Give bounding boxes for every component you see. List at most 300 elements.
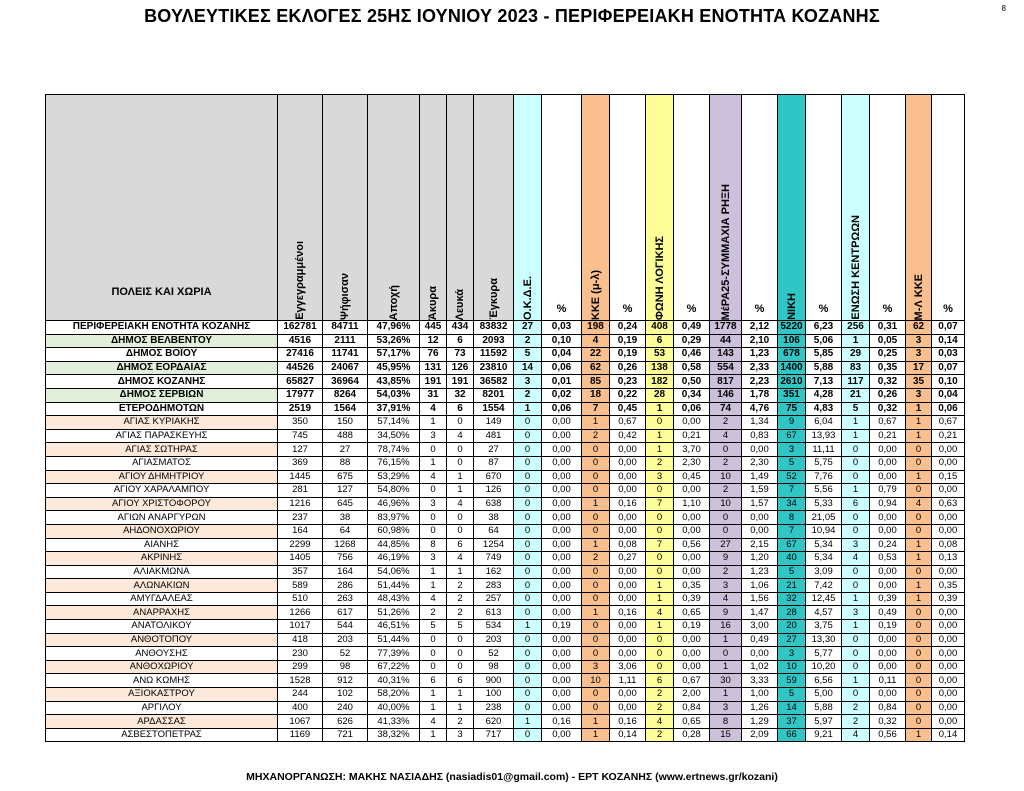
niki-pct-cell: 5,88 (806, 361, 842, 375)
foni-logikis-votes-cell: 0 (646, 416, 674, 430)
header-valid: Έγκυρα (474, 95, 514, 321)
mera25-pct-cell: 1,59 (742, 484, 778, 498)
table-row (46, 620, 965, 634)
invalid-cell: 0 (420, 660, 447, 674)
enosi-kentroon-pct-cell: 0,35 (870, 361, 906, 375)
okde-pct-cell: 0,00 (542, 674, 582, 688)
enosi-kentroon-votes-cell: 0 (842, 443, 870, 457)
place-name-cell: ΑΝΑΡΡΑΧΗΣ (46, 606, 278, 620)
niki-votes-cell: 32 (778, 592, 806, 606)
enosi-kentroon-votes-cell: 3 (842, 606, 870, 620)
table-row (46, 647, 965, 661)
valid-cell: 1554 (474, 402, 514, 416)
ml-kke-pct-cell: 0,63 (932, 497, 965, 511)
ml-kke-votes-cell: 0 (906, 701, 932, 715)
kke-ml-votes-cell: 1 (582, 728, 610, 742)
foni-logikis-votes-cell: 1 (646, 429, 674, 443)
place-name-cell: ΑΝΘΟΧΩΡΙΟΥ (46, 660, 278, 674)
enosi-kentroon-pct-cell: 0,00 (870, 470, 906, 484)
abstention-cell: 45,95% (368, 361, 420, 375)
kke-ml-pct-cell: 0,00 (610, 620, 646, 634)
foni-logikis-votes-cell: 2 (646, 688, 674, 702)
ml-kke-pct-cell: 0,00 (932, 688, 965, 702)
mera25-votes-cell: 44 (710, 334, 742, 348)
okde-votes-cell: 2 (514, 388, 542, 402)
foni-logikis-pct-cell: 0,35 (674, 579, 710, 593)
mera25-pct-cell: 1,23 (742, 348, 778, 362)
ml-kke-pct-cell: 0,00 (932, 565, 965, 579)
okde-pct-cell: 0,04 (542, 348, 582, 362)
kke-ml-votes-cell: 0 (582, 443, 610, 457)
ml-kke-votes-cell: 1 (906, 592, 932, 606)
foni-logikis-votes-cell: 53 (646, 348, 674, 362)
okde-votes-cell: 0 (514, 470, 542, 484)
kke-ml-votes-cell: 0 (582, 688, 610, 702)
registered-cell: 17977 (278, 388, 323, 402)
ml-kke-pct-cell: 0,00 (932, 511, 965, 525)
ml-kke-votes-cell: 0 (906, 456, 932, 470)
kke-ml-pct-cell: 0,00 (610, 633, 646, 647)
niki-votes-cell: 20 (778, 620, 806, 634)
voted-cell: 127 (323, 484, 368, 498)
header-ml-kke-pct: % (932, 95, 965, 321)
ml-kke-pct-cell: 0,07 (932, 321, 965, 335)
blank-cell: 2 (447, 579, 474, 593)
foni-logikis-votes-cell: 0 (646, 633, 674, 647)
place-name-cell: ΔΗΜΟΣ ΕΟΡΔΑΙΑΣ (46, 361, 278, 375)
invalid-cell: 4 (420, 592, 447, 606)
voted-cell: 88 (323, 456, 368, 470)
enosi-kentroon-votes-cell: 0 (842, 688, 870, 702)
foni-logikis-votes-cell: 7 (646, 538, 674, 552)
okde-pct-cell: 0,00 (542, 456, 582, 470)
header-row (46, 95, 965, 321)
ml-kke-votes-cell: 1 (906, 538, 932, 552)
valid-cell: 98 (474, 660, 514, 674)
okde-votes-cell: 5 (514, 348, 542, 362)
kke-ml-votes-cell: 0 (582, 456, 610, 470)
blank-cell: 2 (447, 715, 474, 729)
niki-votes-cell: 106 (778, 334, 806, 348)
invalid-cell: 131 (420, 361, 447, 375)
ml-kke-pct-cell: 0,13 (932, 552, 965, 566)
registered-cell: 127 (278, 443, 323, 457)
okde-pct-cell: 0,00 (542, 443, 582, 457)
place-name-cell: ΔΗΜΟΣ ΒΟΪΟΥ (46, 348, 278, 362)
mera25-pct-cell: 0,00 (742, 647, 778, 661)
invalid-cell: 1 (420, 728, 447, 742)
mera25-pct-cell: 1,34 (742, 416, 778, 430)
place-name-cell: ΔΗΜΟΣ ΣΕΡΒΙΩΝ (46, 388, 278, 402)
valid-cell: 83832 (474, 321, 514, 335)
enosi-kentroon-pct-cell: 0,00 (870, 660, 906, 674)
valid-cell: 620 (474, 715, 514, 729)
kke-ml-pct-cell: 0,16 (610, 497, 646, 511)
place-name-cell: ΑΚΡΙΝΗΣ (46, 552, 278, 566)
kke-ml-votes-cell: 62 (582, 361, 610, 375)
registered-cell: 745 (278, 429, 323, 443)
registered-cell: 369 (278, 456, 323, 470)
foni-logikis-votes-cell: 138 (646, 361, 674, 375)
valid-cell: 900 (474, 674, 514, 688)
enosi-kentroon-votes-cell: 6 (842, 497, 870, 511)
mera25-pct-cell: 0,00 (742, 524, 778, 538)
foni-logikis-pct-cell: 0,56 (674, 538, 710, 552)
kke-ml-votes-cell: 0 (582, 579, 610, 593)
foni-logikis-pct-cell: 0,00 (674, 484, 710, 498)
ml-kke-pct-cell: 0,00 (932, 647, 965, 661)
niki-pct-cell: 5,34 (806, 538, 842, 552)
valid-cell: 64 (474, 524, 514, 538)
enosi-kentroon-pct-cell: 0,05 (870, 334, 906, 348)
voted-cell: 240 (323, 701, 368, 715)
blank-cell: 434 (447, 321, 474, 335)
invalid-cell: 31 (420, 388, 447, 402)
foni-logikis-votes-cell: 1 (646, 592, 674, 606)
valid-cell: 27 (474, 443, 514, 457)
voted-cell: 36964 (323, 375, 368, 389)
abstention-cell: 47,96% (368, 321, 420, 335)
blank-cell: 6 (447, 334, 474, 348)
kke-ml-pct-cell: 0,19 (610, 334, 646, 348)
abstention-cell: 53,29% (368, 470, 420, 484)
foni-logikis-votes-cell: 2 (646, 456, 674, 470)
header-voted: Ψήφισαν (323, 95, 368, 321)
invalid-cell: 445 (420, 321, 447, 335)
valid-cell: 11592 (474, 348, 514, 362)
niki-votes-cell: 1400 (778, 361, 806, 375)
foni-logikis-pct-cell: 3,70 (674, 443, 710, 457)
ml-kke-votes-cell: 0 (906, 660, 932, 674)
ml-kke-votes-cell: 0 (906, 647, 932, 661)
foni-logikis-pct-cell: 0,00 (674, 660, 710, 674)
table-row (46, 456, 965, 470)
foni-logikis-pct-cell: 0,00 (674, 511, 710, 525)
mera25-votes-cell: 3 (710, 579, 742, 593)
niki-pct-cell: 13,30 (806, 633, 842, 647)
voted-cell: 645 (323, 497, 368, 511)
mera25-votes-cell: 146 (710, 388, 742, 402)
foni-logikis-pct-cell: 0,00 (674, 416, 710, 430)
okde-pct-cell: 0,02 (542, 388, 582, 402)
mera25-votes-cell: 1 (710, 688, 742, 702)
voted-cell: 544 (323, 620, 368, 634)
enosi-kentroon-votes-cell: 1 (842, 416, 870, 430)
okde-pct-cell: 0,16 (542, 715, 582, 729)
mera25-pct-cell: 2,12 (742, 321, 778, 335)
kke-ml-votes-cell: 2 (582, 552, 610, 566)
invalid-cell: 0 (420, 647, 447, 661)
enosi-kentroon-votes-cell: 117 (842, 375, 870, 389)
ml-kke-votes-cell: 0 (906, 443, 932, 457)
mera25-pct-cell: 1,06 (742, 579, 778, 593)
ml-kke-votes-cell: 1 (906, 402, 932, 416)
ml-kke-votes-cell: 1 (906, 552, 932, 566)
kke-ml-votes-cell: 10 (582, 674, 610, 688)
enosi-kentroon-pct-cell: 0,39 (870, 592, 906, 606)
mera25-votes-cell: 817 (710, 375, 742, 389)
ml-kke-votes-cell: 0 (906, 484, 932, 498)
table-row (46, 321, 965, 335)
valid-cell: 100 (474, 688, 514, 702)
ml-kke-pct-cell: 0,10 (932, 375, 965, 389)
foni-logikis-votes-cell: 3 (646, 470, 674, 484)
header-ml-kke: Μ-Λ ΚΚΕ (906, 95, 932, 321)
mera25-pct-cell: 1,29 (742, 715, 778, 729)
table-row (46, 402, 965, 416)
enosi-kentroon-votes-cell: 4 (842, 728, 870, 742)
place-name-cell: ΑΓΙΑΣ ΣΩΤΗΡΑΣ (46, 443, 278, 457)
foni-logikis-votes-cell: 2 (646, 701, 674, 715)
enosi-kentroon-votes-cell: 29 (842, 348, 870, 362)
invalid-cell: 0 (420, 511, 447, 525)
registered-cell: 2299 (278, 538, 323, 552)
ml-kke-pct-cell: 0,00 (932, 620, 965, 634)
ml-kke-votes-cell: 0 (906, 565, 932, 579)
registered-cell: 281 (278, 484, 323, 498)
okde-votes-cell: 2 (514, 334, 542, 348)
niki-pct-cell: 5,97 (806, 715, 842, 729)
ml-kke-pct-cell: 0,14 (932, 334, 965, 348)
place-name-cell: ΑΓΙΩΝ ΑΝΑΡΓΥΡΩΝ (46, 511, 278, 525)
ml-kke-votes-cell: 1 (906, 728, 932, 742)
niki-votes-cell: 75 (778, 402, 806, 416)
enosi-kentroon-pct-cell: 0,26 (870, 388, 906, 402)
mera25-votes-cell: 16 (710, 620, 742, 634)
foni-logikis-pct-cell: 2,30 (674, 456, 710, 470)
kke-ml-pct-cell: 0,00 (610, 524, 646, 538)
table-row (46, 701, 965, 715)
okde-pct-cell: 0,00 (542, 484, 582, 498)
valid-cell: 283 (474, 579, 514, 593)
enosi-kentroon-pct-cell: 0,19 (870, 620, 906, 634)
ml-kke-pct-cell: 0,00 (932, 715, 965, 729)
table-row (46, 361, 965, 375)
ml-kke-pct-cell: 0,00 (932, 606, 965, 620)
enosi-kentroon-votes-cell: 3 (842, 538, 870, 552)
table-row (46, 633, 965, 647)
kke-ml-pct-cell: 0,00 (610, 443, 646, 457)
table-row (46, 579, 965, 593)
voted-cell: 2111 (323, 334, 368, 348)
results-table (45, 94, 965, 742)
okde-pct-cell: 0,00 (542, 416, 582, 430)
ml-kke-pct-cell: 0,00 (932, 633, 965, 647)
blank-cell: 6 (447, 402, 474, 416)
mera25-votes-cell: 10 (710, 470, 742, 484)
okde-votes-cell: 0 (514, 552, 542, 566)
okde-pct-cell: 0,00 (542, 429, 582, 443)
table-row (46, 728, 965, 742)
place-name-cell: ΑΣΒΕΣΤΟΠΕΤΡΑΣ (46, 728, 278, 742)
registered-cell: 1017 (278, 620, 323, 634)
kke-ml-votes-cell: 198 (582, 321, 610, 335)
kke-ml-pct-cell: 0,00 (610, 592, 646, 606)
abstention-cell: 83,97% (368, 511, 420, 525)
valid-cell: 613 (474, 606, 514, 620)
foni-logikis-pct-cell: 0,34 (674, 388, 710, 402)
blank-cell: 0 (447, 456, 474, 470)
okde-votes-cell: 0 (514, 511, 542, 525)
abstention-cell: 54,80% (368, 484, 420, 498)
header-mera25: ΜέΡΑ25-ΣΥΜΜΑΧΙΑ ΡΗΞΗ (710, 95, 742, 321)
ml-kke-votes-cell: 3 (906, 348, 932, 362)
enosi-kentroon-votes-cell: 1 (842, 620, 870, 634)
mera25-pct-cell: 0,00 (742, 443, 778, 457)
registered-cell: 510 (278, 592, 323, 606)
table-row (46, 443, 965, 457)
niki-votes-cell: 7 (778, 484, 806, 498)
niki-pct-cell: 5,00 (806, 688, 842, 702)
okde-votes-cell: 3 (514, 375, 542, 389)
abstention-cell: 34,50% (368, 429, 420, 443)
table-row (46, 470, 965, 484)
invalid-cell: 3 (420, 497, 447, 511)
niki-votes-cell: 9 (778, 416, 806, 430)
okde-pct-cell: 0,00 (542, 660, 582, 674)
mera25-votes-cell: 3 (710, 701, 742, 715)
kke-ml-pct-cell: 3,06 (610, 660, 646, 674)
table-row (46, 388, 965, 402)
abstention-cell: 46,96% (368, 497, 420, 511)
niki-votes-cell: 34 (778, 497, 806, 511)
header-niki: ΝΙΚΗ (778, 95, 806, 321)
okde-votes-cell: 0 (514, 728, 542, 742)
table-row (46, 416, 965, 430)
mera25-votes-cell: 1778 (710, 321, 742, 335)
voted-cell: 52 (323, 647, 368, 661)
valid-cell: 8201 (474, 388, 514, 402)
registered-cell: 162781 (278, 321, 323, 335)
okde-pct-cell: 0,00 (542, 606, 582, 620)
valid-cell: 38 (474, 511, 514, 525)
place-name-cell: ΔΗΜΟΣ ΚΟΖΑΝΗΣ (46, 375, 278, 389)
results-body (46, 321, 965, 742)
foni-logikis-votes-cell: 2 (646, 728, 674, 742)
mera25-pct-cell: 0,00 (742, 511, 778, 525)
foni-logikis-votes-cell: 1 (646, 579, 674, 593)
enosi-kentroon-votes-cell: 256 (842, 321, 870, 335)
mera25-pct-cell: 2,30 (742, 456, 778, 470)
okde-pct-cell: 0,00 (542, 579, 582, 593)
registered-cell: 1266 (278, 606, 323, 620)
mera25-votes-cell: 1 (710, 633, 742, 647)
mera25-pct-cell: 3,00 (742, 620, 778, 634)
ml-kke-pct-cell: 0,15 (932, 470, 965, 484)
enosi-kentroon-votes-cell: 1 (842, 592, 870, 606)
okde-pct-cell: 0,00 (542, 552, 582, 566)
niki-pct-cell: 5,34 (806, 552, 842, 566)
niki-pct-cell: 5,88 (806, 701, 842, 715)
niki-votes-cell: 37 (778, 715, 806, 729)
header-kke-ml: ΚΚΕ (μ-λ) (582, 95, 610, 321)
mera25-votes-cell: 4 (710, 592, 742, 606)
blank-cell: 1 (447, 565, 474, 579)
table-row (46, 660, 965, 674)
mera25-pct-cell: 4,76 (742, 402, 778, 416)
enosi-kentroon-votes-cell: 0 (842, 647, 870, 661)
niki-votes-cell: 52 (778, 470, 806, 484)
niki-votes-cell: 5 (778, 688, 806, 702)
invalid-cell: 1 (420, 701, 447, 715)
niki-pct-cell: 13,93 (806, 429, 842, 443)
ml-kke-pct-cell: 0,00 (932, 701, 965, 715)
invalid-cell: 4 (420, 715, 447, 729)
niki-votes-cell: 21 (778, 579, 806, 593)
place-name-cell: ΑΓΙΟΥ ΔΗΜΗΤΡΙΟΥ (46, 470, 278, 484)
enosi-kentroon-votes-cell: 5 (842, 402, 870, 416)
registered-cell: 164 (278, 524, 323, 538)
foni-logikis-votes-cell: 1 (646, 402, 674, 416)
abstention-cell: 53,26% (368, 334, 420, 348)
kke-ml-pct-cell: 0,00 (610, 484, 646, 498)
invalid-cell: 3 (420, 429, 447, 443)
blank-cell: 0 (447, 416, 474, 430)
enosi-kentroon-pct-cell: 0,21 (870, 429, 906, 443)
blank-cell: 1 (447, 701, 474, 715)
abstention-cell: 57,14% (368, 416, 420, 430)
kke-ml-pct-cell: 0,16 (610, 606, 646, 620)
niki-pct-cell: 5,33 (806, 497, 842, 511)
registered-cell: 357 (278, 565, 323, 579)
invalid-cell: 0 (420, 484, 447, 498)
table-row (46, 429, 965, 443)
ml-kke-pct-cell: 0,00 (932, 660, 965, 674)
invalid-cell: 1 (420, 579, 447, 593)
niki-votes-cell: 3 (778, 443, 806, 457)
voted-cell: 8264 (323, 388, 368, 402)
foni-logikis-votes-cell: 0 (646, 647, 674, 661)
kke-ml-pct-cell: 0,23 (610, 375, 646, 389)
kke-ml-votes-cell: 0 (582, 592, 610, 606)
okde-pct-cell: 0,01 (542, 375, 582, 389)
mera25-votes-cell: 0 (710, 511, 742, 525)
abstention-cell: 76,15% (368, 456, 420, 470)
kke-ml-votes-cell: 4 (582, 334, 610, 348)
abstention-cell: 51,44% (368, 633, 420, 647)
ml-kke-votes-cell: 0 (906, 511, 932, 525)
mera25-votes-cell: 2 (710, 565, 742, 579)
ml-kke-pct-cell: 0,14 (932, 728, 965, 742)
enosi-kentroon-votes-cell: 0 (842, 633, 870, 647)
abstention-cell: 46,19% (368, 552, 420, 566)
ml-kke-pct-cell: 0,04 (932, 388, 965, 402)
kke-ml-votes-cell: 3 (582, 660, 610, 674)
enosi-kentroon-votes-cell: 21 (842, 388, 870, 402)
kke-ml-pct-cell: 0,42 (610, 429, 646, 443)
foni-logikis-votes-cell: 0 (646, 484, 674, 498)
niki-pct-cell: 5,06 (806, 334, 842, 348)
ml-kke-votes-cell: 3 (906, 334, 932, 348)
okde-votes-cell: 0 (514, 524, 542, 538)
ml-kke-votes-cell: 0 (906, 524, 932, 538)
kke-ml-votes-cell: 7 (582, 402, 610, 416)
niki-pct-cell: 5,56 (806, 484, 842, 498)
blank-cell: 4 (447, 429, 474, 443)
enosi-kentroon-votes-cell: 0 (842, 660, 870, 674)
voted-cell: 203 (323, 633, 368, 647)
okde-votes-cell: 0 (514, 674, 542, 688)
niki-pct-cell: 10,94 (806, 524, 842, 538)
table-row (46, 334, 965, 348)
registered-cell: 1169 (278, 728, 323, 742)
mera25-votes-cell: 9 (710, 606, 742, 620)
enosi-kentroon-pct-cell: 0,00 (870, 524, 906, 538)
valid-cell: 257 (474, 592, 514, 606)
blank-cell: 0 (447, 511, 474, 525)
ml-kke-votes-cell: 0 (906, 674, 932, 688)
enosi-kentroon-pct-cell: 0,49 (870, 606, 906, 620)
